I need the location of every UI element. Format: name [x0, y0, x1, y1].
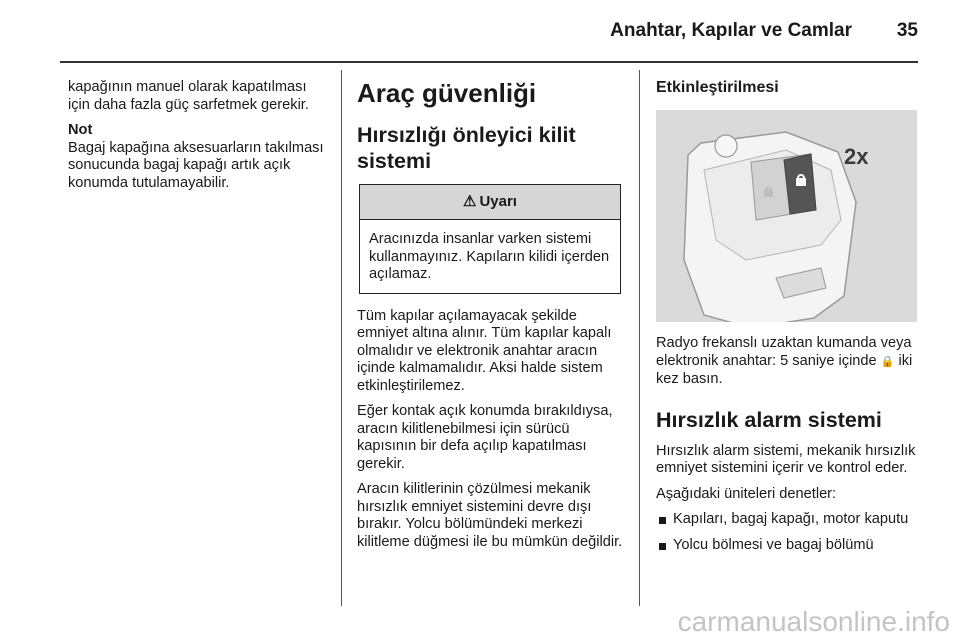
paragraph: Aşağıdaki üniteleri denetler:: [656, 485, 837, 502]
column-2: [357, 78, 629, 559]
column-divider-2: [639, 70, 640, 606]
column-divider-1: [341, 70, 342, 606]
image-label: 2x: [844, 144, 869, 169]
subsection-heading: Etkinleştirilmesi: [656, 79, 779, 96]
warning-triangle-icon: ⚠: [463, 193, 477, 211]
warning-box: [359, 184, 621, 294]
warning-title: Uyarı: [479, 193, 517, 211]
note-label: Not: [68, 122, 93, 138]
column-3: [656, 78, 928, 562]
section-heading: Araç güvenliği: [357, 78, 537, 108]
subsection-heading: Hırsızlığı önleyici kilit sistemi: [357, 123, 576, 173]
bullet-list: [656, 511, 928, 554]
page-number: 35: [896, 20, 918, 41]
header-divider: [60, 61, 918, 63]
list-item: Yolcu bölmesi ve bagaj bölümü: [656, 537, 928, 555]
note-text: Bagaj kapağına aksesuarların takılması sonucunda bagaj kapağı artık açık konumda tutulamayabilir.: [68, 139, 324, 191]
watermark: carmanualsonline.info: [677, 606, 950, 637]
caption: Radyo frekanslı uzaktan kumanda veya elektronik anahtar: 5 saniye içinde 🔒 iki kez basın.: [656, 335, 913, 387]
subsection-heading: Hırsızlık alarm sistemi: [656, 407, 882, 432]
key-fob-icon: [656, 110, 917, 322]
column-1: [68, 79, 330, 200]
paragraph: Aracın kilitlerinin çözülmesi mekanik hırsızlık emniyet sistemini devre dışı bırakır. Yolcu bölümündeki merkezi kilitleme düğmesi ile bu mümkün değildir.: [357, 481, 623, 550]
warning-text: Aracınızda insanlar varken sistemi kullanmayınız. Kapıların kilidi içerden açılamaz.: [369, 231, 610, 282]
running-header-title: Anahtar, Kapılar ve Camlar: [610, 20, 852, 41]
list-item: Kapıları, bagaj kapağı, motor kaputu: [656, 511, 928, 529]
remote-key-illustration: [656, 110, 917, 322]
paragraph: kapağının manuel olarak kapatılması için daha fazla güç sarfetmek gerekir.: [68, 79, 309, 113]
paragraph: Eğer kontak açık konumda bırakıldıysa, aracın kilitlenebilmesi için sürücü kapısının bir defa açılıp kapatılması gerekir.: [357, 403, 613, 472]
paragraph: Hırsızlık alarm sistemi, mekanik hırsızlık emniyet sistemini içerir ve kontrol eder.: [656, 442, 916, 476]
warning-header: [360, 185, 620, 220]
paragraph: Tüm kapılar açılamayacak şekilde emniyet altına alınır. Tüm kapılar kapalı olmalıdır ve elektronik anahtar aracın içinde kalmamalıdır. Aksi halde sistem etkinleştirilemez.: [357, 307, 612, 394]
lock-icon: 🔒: [880, 355, 895, 368]
